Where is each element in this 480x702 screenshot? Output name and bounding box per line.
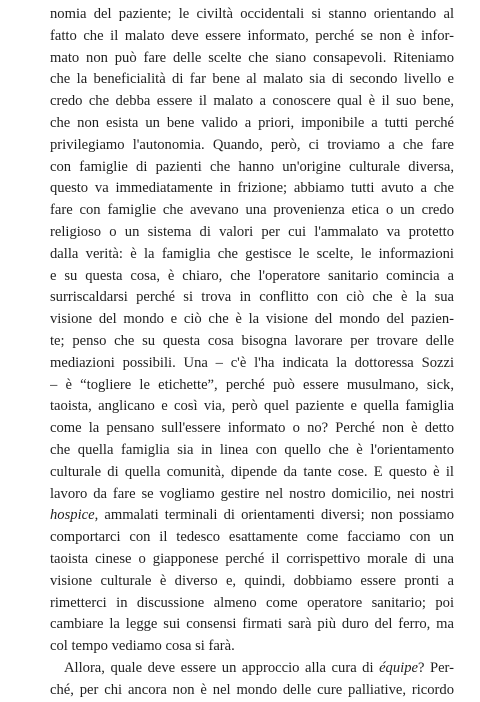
text-line: con famiglie di pazienti che hanno un'origine culturale diversa, <box>50 158 454 175</box>
text-line: lavoro da fare se vogliamo gestire nel nostro domicilio, nei nostri <box>50 485 454 502</box>
text-line: rimetterci in discussione almeno come operatore sanitario; poi <box>50 594 454 611</box>
text-line: che non esista un bene valido a priori, imponibile a tutti perché <box>50 114 454 131</box>
text-line: fatto che il malato deve essere informato, perché se non è infor- <box>50 27 454 44</box>
text-line: surriscaldarsi perché si trova in conflitto con ciò che è la sua <box>50 289 454 306</box>
text-line: fare con famiglie che avevano una provenienza etica o un credo <box>50 202 454 219</box>
text-line: Allora, quale deve essere un approccio alla cura di équipe? Per- <box>64 659 454 676</box>
text-line: nomia del paziente; le civiltà occidentali si stanno orientando al <box>50 6 454 22</box>
text-line: come la pensano sull'essere informato o no? Perché non è detto <box>50 420 454 437</box>
document-page <box>50 4 454 702</box>
text-line: che quella famiglia sia in linea con quello che è l'orientamento <box>50 441 454 458</box>
text-line: taoista, anglicano e così via, però quel paziente e quella famiglia <box>50 398 454 415</box>
text-line: ché, per chi ancora non è nel mondo delle cure palliative, ricordo <box>50 681 454 698</box>
text-line: hospice, ammalati terminali di orientamenti diversi; non possiamo <box>50 507 454 524</box>
text-line: mediazioni possibili. Una – c'è l'ha indicata la dottoressa Sozzi <box>50 354 454 371</box>
text-line: privilegiamo l'autonomia. Quando, però, ci troviamo a che fare <box>50 136 454 153</box>
text-line: culturale di quella comunità, dipende da tante cose. E questo è il <box>50 463 454 480</box>
text-line: che la beneficialità di far bene al malato sia di secondo livello e <box>50 71 454 88</box>
text-line: credo che debba essere il malato a conoscere qual è il suo bene, <box>50 93 454 110</box>
text-line: visione culturale è diverso e, quindi, dobbiamo essere pronti a <box>50 572 454 589</box>
italic-term: hospice <box>50 507 95 524</box>
text-line: cambiare la legge sui consensi firmati sarà più duro del ferro, ma <box>50 616 454 633</box>
text-line: questo va immediatamente in frizione; abbiamo tutti avuto a che <box>50 180 454 197</box>
text-line: visione del mondo e ciò che è la visione del mondo del pazien- <box>50 311 454 328</box>
text-line: dalla verità: è la famiglia che gestisce le scelte, le informazioni <box>50 245 454 262</box>
text-line: mato non può fare delle scelte che siano consapevoli. Riteniamo <box>50 49 454 66</box>
text-line: col tempo vediamo cosa si farà. <box>50 638 235 655</box>
text-line: comportarci con il tedesco esattamente come facciamo con un <box>50 529 454 546</box>
text-line: te; penso che su questa cosa bisogna lavorare per trovare delle <box>50 332 454 349</box>
text-line: religioso o un sistema di valori per cui l'ammalato va protetto <box>50 223 454 240</box>
text-line: e su questa cosa, è chiaro, che l'operatore sanitario comincia a <box>50 267 454 284</box>
text-line: – è “togliere le etichette”, perché può essere musulmano, sick, <box>50 376 454 393</box>
text-line: taoista cinese o giapponese perché il corrispettivo morale di una <box>50 550 454 567</box>
italic-term: équipe <box>379 659 418 676</box>
